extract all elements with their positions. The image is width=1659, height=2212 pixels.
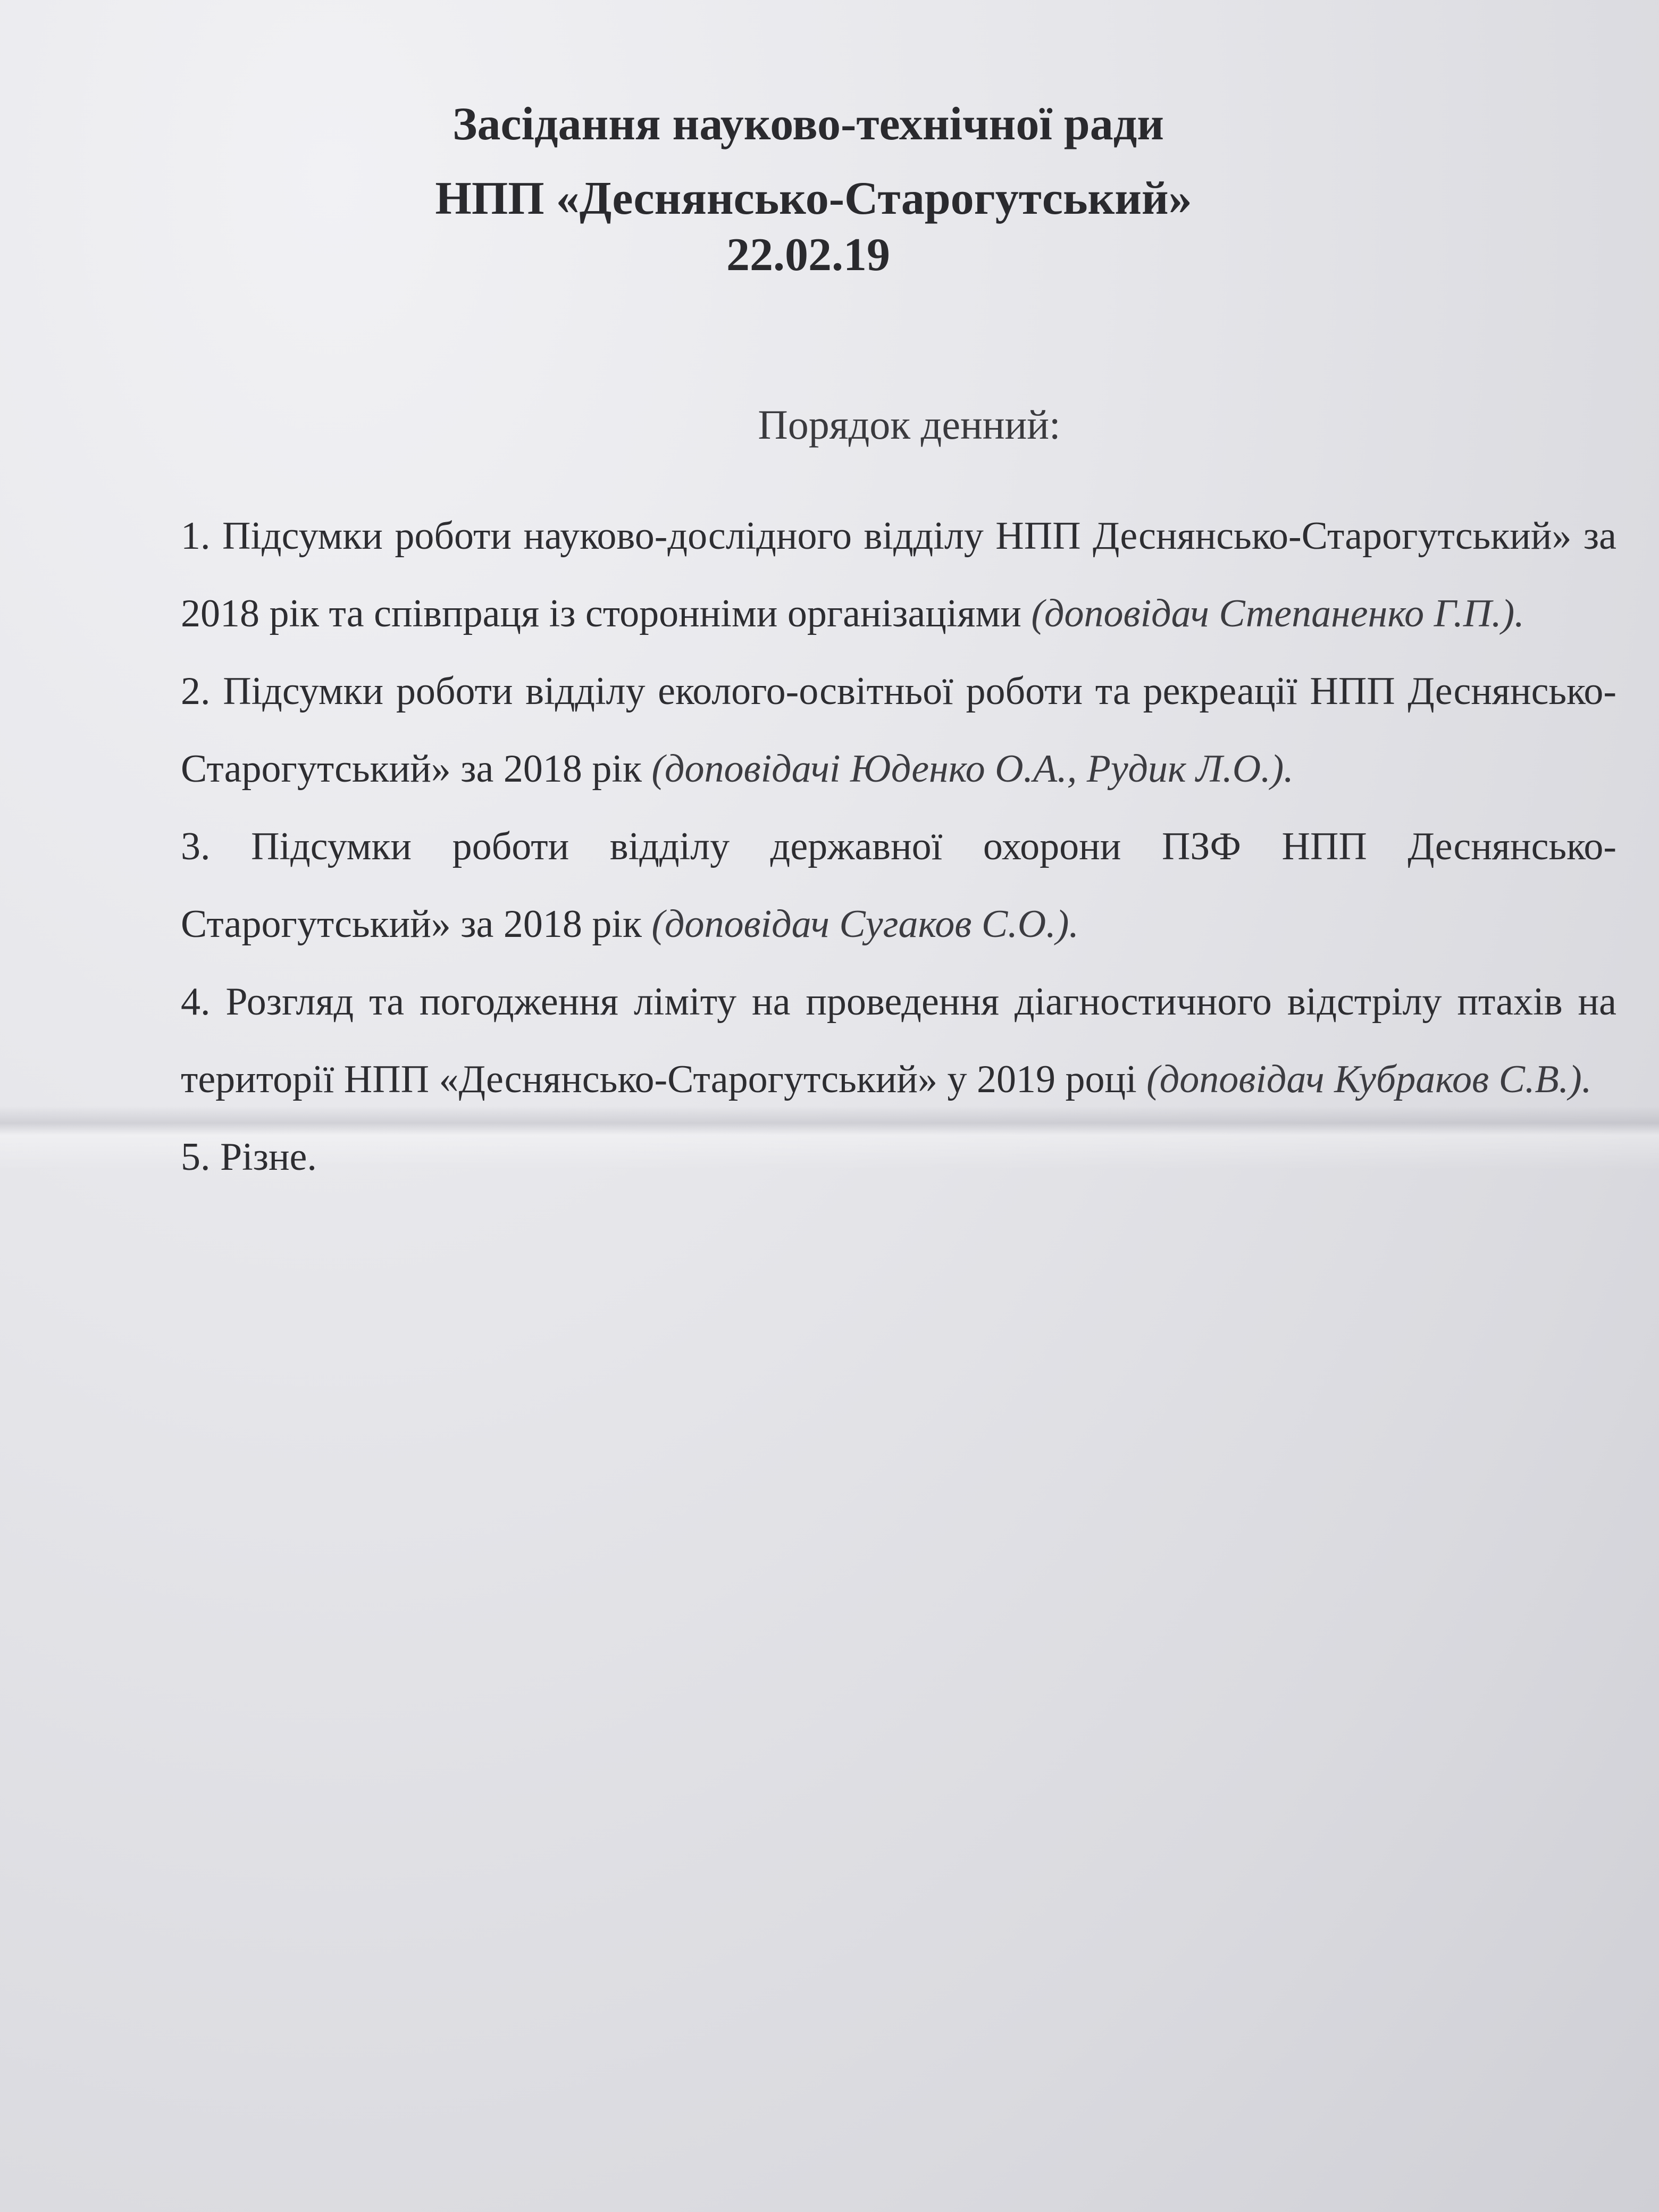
agenda-item-speaker: (доповідачі Юденко О.А., Рудик Л.О.). — [651, 747, 1294, 791]
agenda-item-text: 5. Різне. — [181, 1135, 317, 1179]
agenda-item-text: 4. Розгляд та погодження ліміту на проведення діагностичного відстрілу птахів на території НПП «Деснянсько-Старогутський» у 2019 році — [181, 980, 1616, 1101]
agenda-item — [181, 1118, 1616, 1196]
agenda-item-speaker: (доповідач Кубраков С.В.). — [1146, 1058, 1592, 1101]
agenda-item — [181, 497, 1616, 652]
agenda-list — [181, 497, 1616, 1196]
agenda-title: Порядок денний: — [758, 401, 1061, 448]
meeting-date: 22.02.19 — [726, 229, 890, 281]
meeting-title: Засідання науково-технічної ради — [453, 98, 1164, 150]
agenda-item — [181, 963, 1616, 1118]
agenda-item-text: 1. Підсумки роботи науково-дослідного відділу НПП Деснянсько-Старогутський» за 2018 рік та співпраця із сторонніми організаціями — [181, 514, 1616, 635]
agenda-item — [181, 652, 1616, 808]
agenda-item-text: 3. Підсумки роботи відділу державної охорони ПЗФ НПП Деснянсько-Старогутський» за 2018 рік — [181, 825, 1616, 946]
agenda-item-speaker: (доповідач Сугаков С.О.). — [651, 902, 1079, 946]
agenda-item — [181, 808, 1616, 963]
agenda-item-text: 2. Підсумки роботи відділу еколого-освітньої роботи та рекреації НПП Деснянсько-Старогутський» за 2018 рік — [181, 669, 1616, 791]
agenda-item-speaker: (доповідач Степаненко Г.П.). — [1031, 592, 1524, 635]
organization-name: НПП «Деснянсько-Старогутський» — [435, 173, 1192, 224]
